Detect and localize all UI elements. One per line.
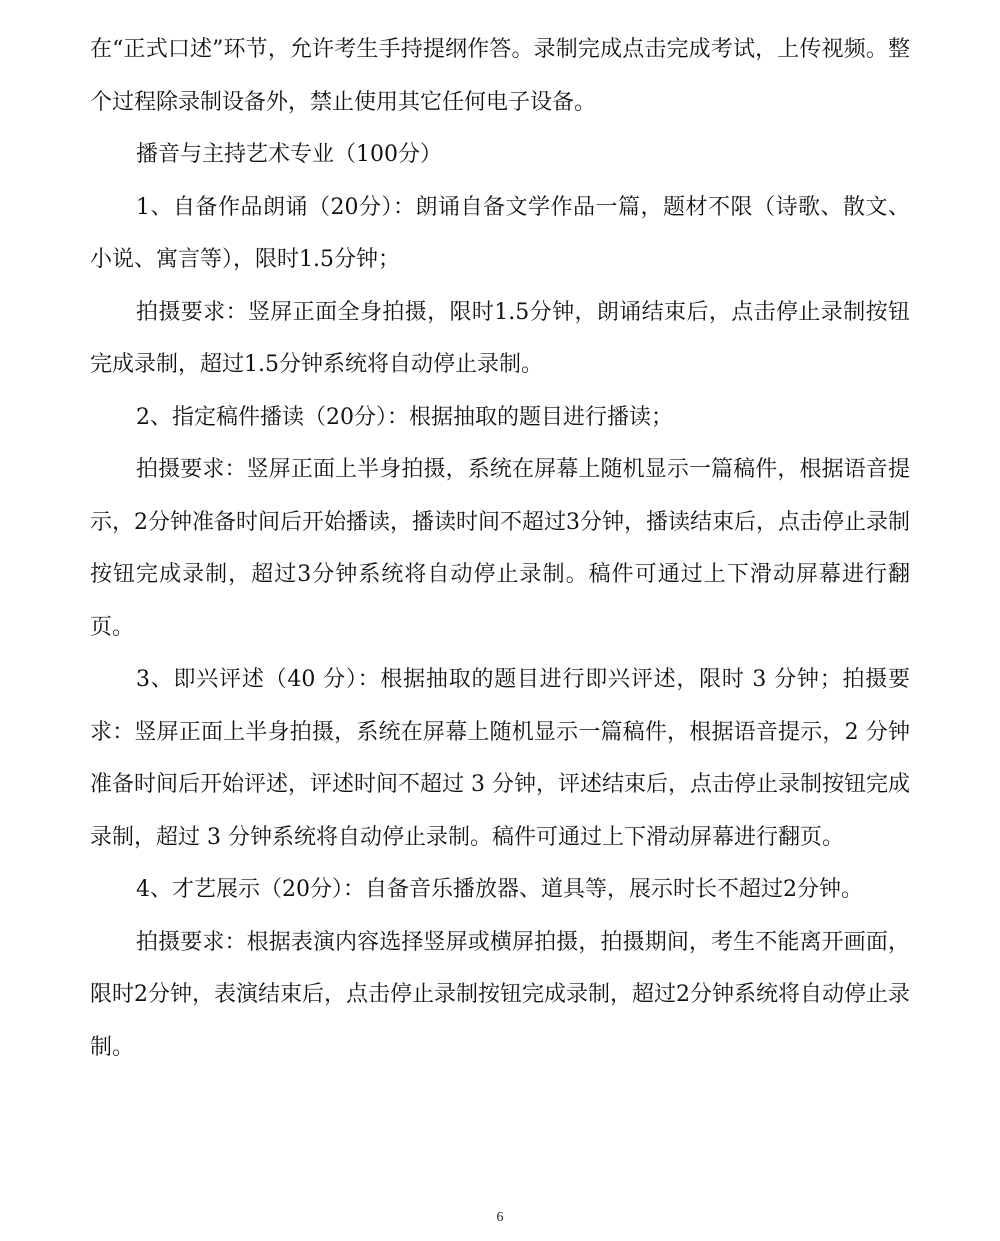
item-1-filming-requirements: 拍摄要求：竖屏正面全身拍摄，限时1.5分钟，朗诵结束后，点击停止录制按钮完成录制，超过1.5分钟系统将自动停止录制。	[90, 299, 910, 377]
item-4-filming-requirements: 拍摄要求：根据表演内容选择竖屏或横屏拍摄，拍摄期间，考生不能离开画面，限时2分钟，表演结束后，点击停止录制按钮完成录制，超过2分钟系统将自动停止录制。	[90, 929, 910, 1060]
page-number: 6	[496, 1210, 504, 1225]
section-heading-broadcasting-hosting: 播音与主持艺术专业（100分）	[136, 142, 442, 167]
item-3-impromptu-commentary: 3、即兴评述（40 分）：根据抽取的题目进行即兴评述，限时 3 分钟；拍摄要求：竖屏正面上半身拍摄，系统在屏幕上随机显示一篇稿件，根据语音提示，2 分钟准备时间后开始评述，评述时间不超过 3 分钟，评述结束后，点击停止录制按钮完成录制，超过 3 分钟系统将自动停止录制。稿件可通过上下滑动屏幕进行翻页。	[90, 667, 910, 850]
paragraph-recording-rules: 在“正式口述”环节，允许考生手持提纲作答。录制完成点击完成考试，上传视频。整个过程除录制设备外，禁止使用其它任何电子设备。	[90, 37, 910, 115]
item-4-talent-show: 4、才艺展示（20分）：自备音乐播放器、道具等，展示时长不超过2分钟。	[136, 877, 863, 902]
item-2-filming-requirements: 拍摄要求：竖屏正面上半身拍摄，系统在屏幕上随机显示一篇稿件，根据语音提示，2分钟准备时间后开始播读，播读时间不超过3分钟，播读结束后，点击停止录制按钮完成录制，超过3分钟系统将自动停止录制。稿件可通过上下滑动屏幕进行翻页。	[90, 457, 910, 640]
item-2-manuscript-reading: 2、指定稿件播读（20分）：根据抽取的题目进行播读；	[136, 404, 673, 430]
item-1-recitation: 1、自备作品朗诵（20分）：朗诵自备文学作品一篇，题材不限（诗歌、散文、小说、寓言等），限时1.5分钟；	[90, 194, 910, 272]
document-page	[90, 24, 910, 1074]
